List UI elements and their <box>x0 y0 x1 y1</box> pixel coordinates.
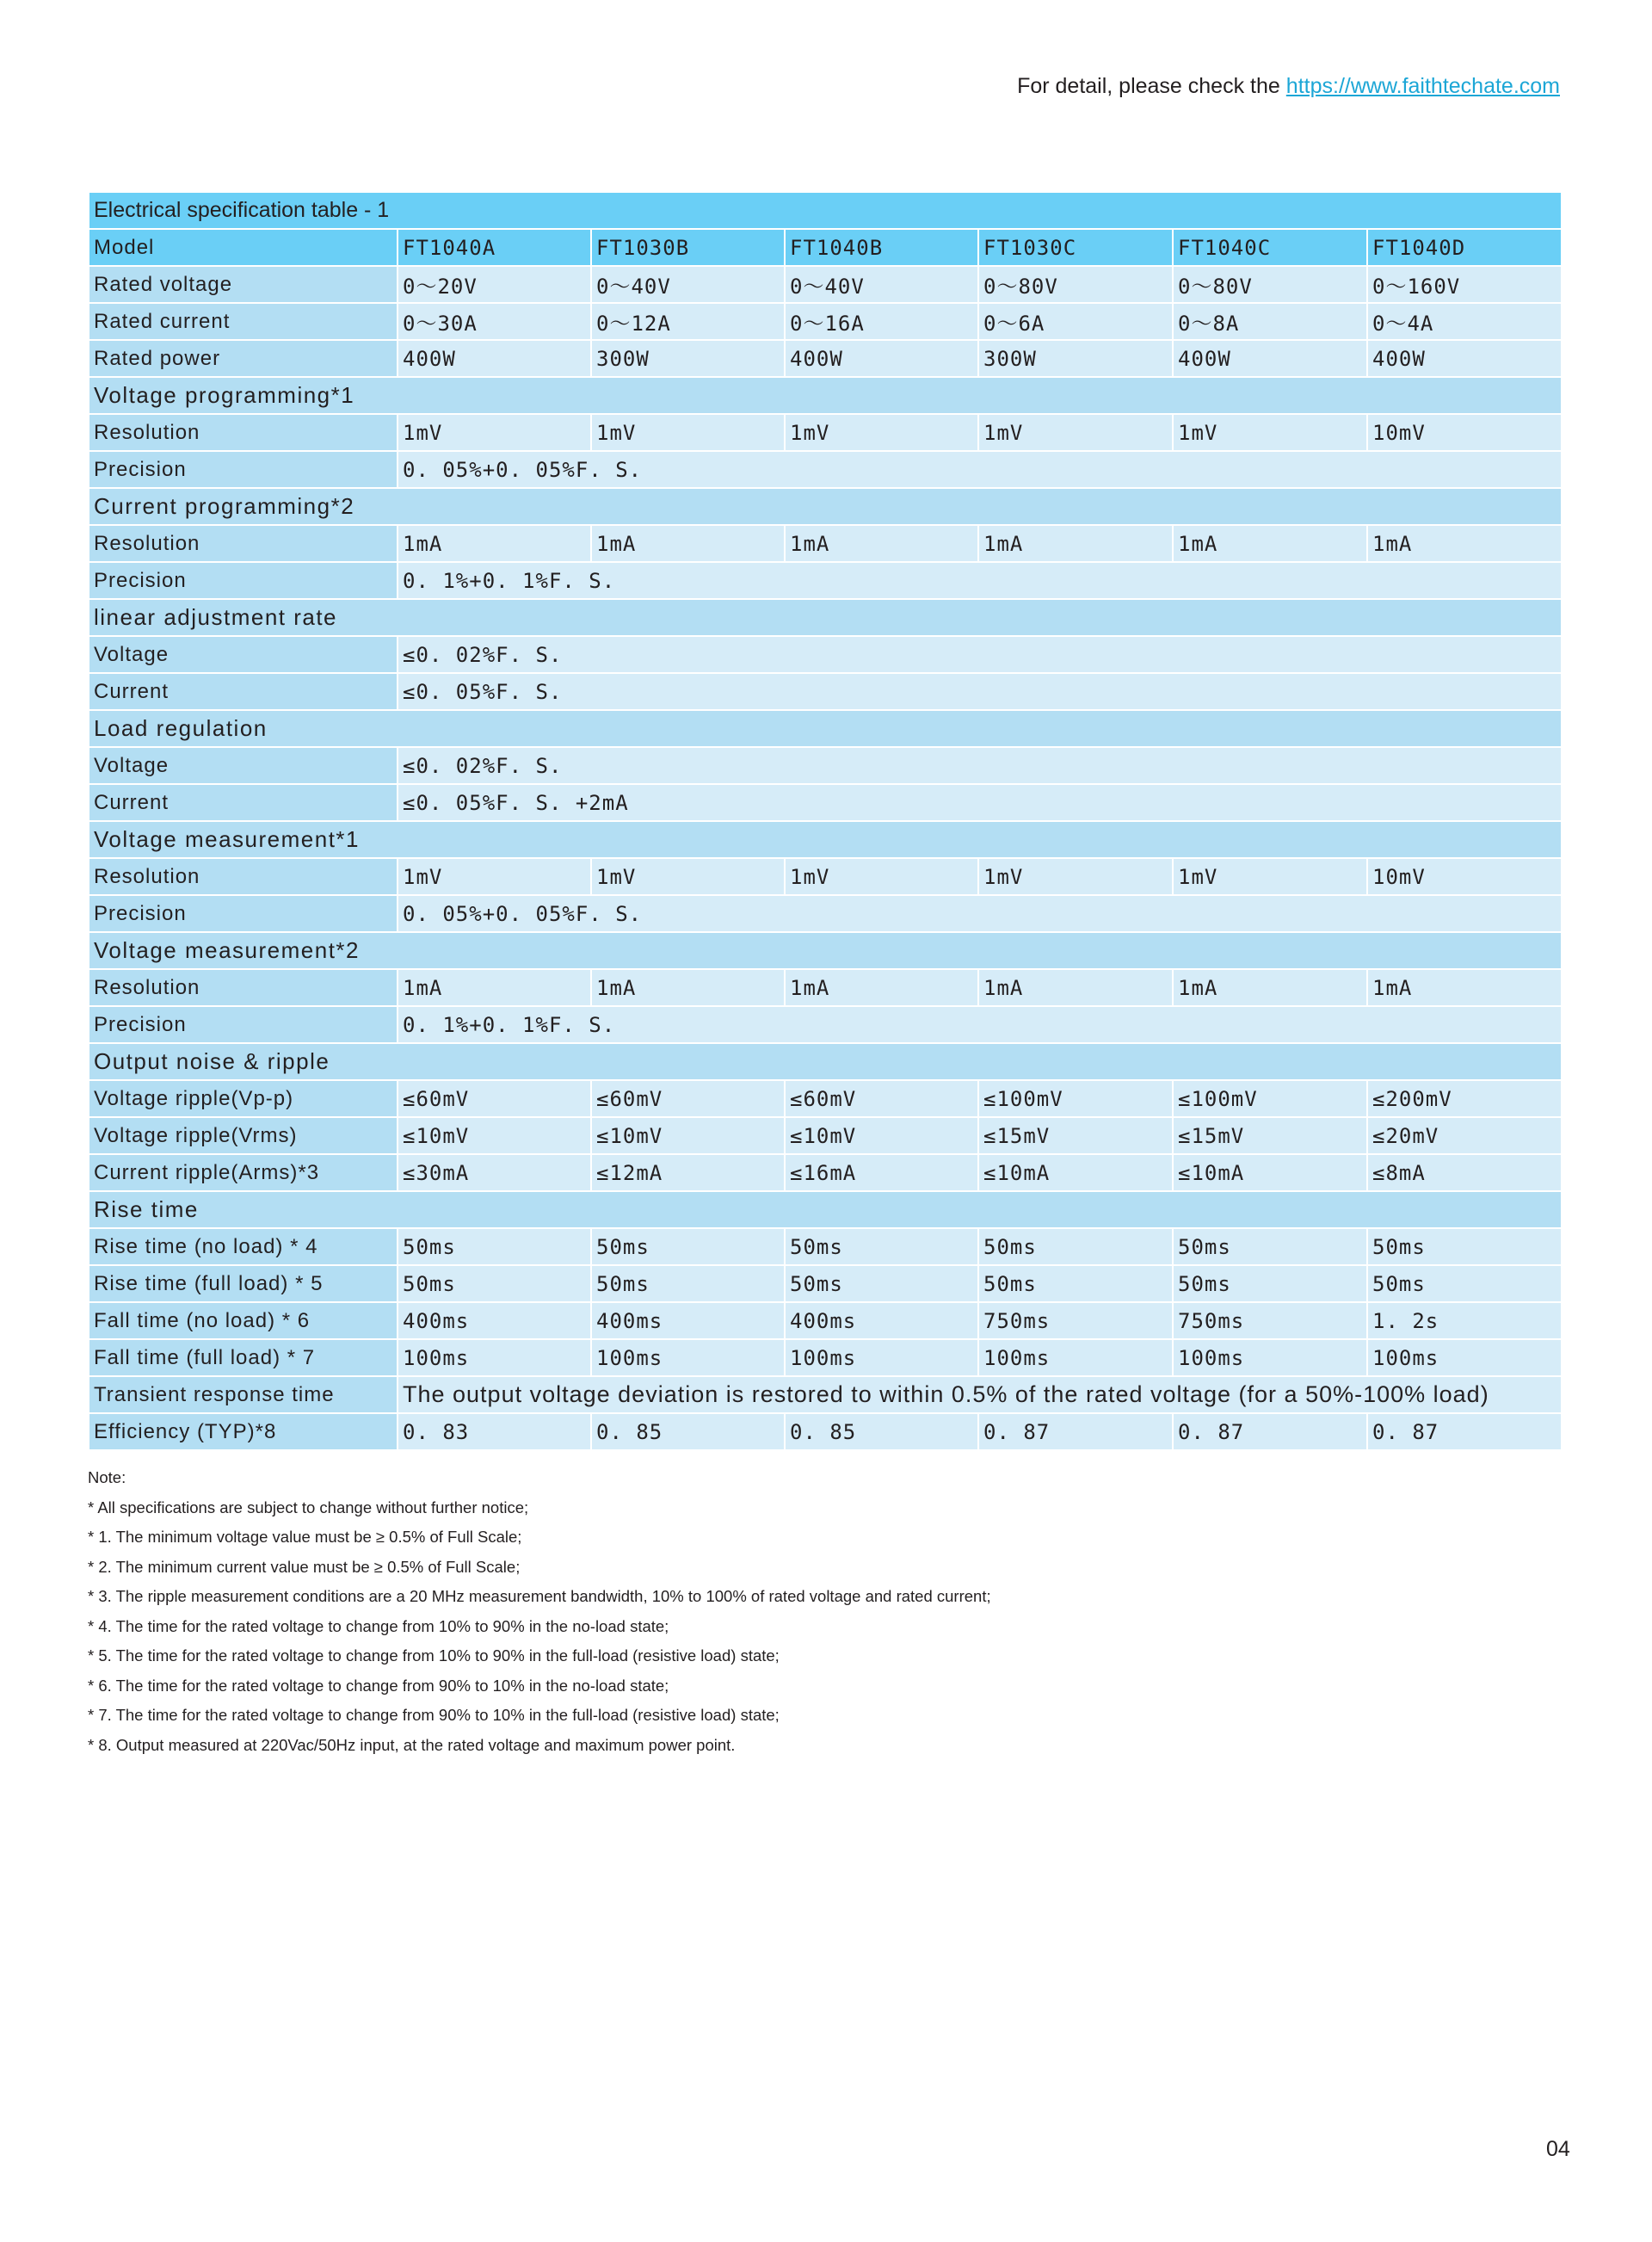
section-label: Voltage programming*1 <box>89 377 1562 414</box>
row-label: Transient response time <box>89 1376 398 1413</box>
website-link[interactable]: https://www.faithtechate.com <box>1285 74 1560 98</box>
row-label: Rise time (full load) * 5 <box>89 1265 398 1302</box>
model-row <box>89 229 1562 266</box>
section-row <box>89 488 1562 525</box>
row-label: Rated voltage <box>89 266 398 303</box>
value-cell: 400W <box>398 340 591 377</box>
table-row <box>89 340 1562 377</box>
value-cell: 0. 1%+0. 1%F. S. <box>398 562 1562 599</box>
note-item: * 5. The time for the rated voltage to change from 10% to 90% in the full-load (resistive load) state; <box>88 1646 780 1665</box>
notes-section <box>88 1463 991 1760</box>
value-cell: 1mA <box>398 969 591 1006</box>
value-cell: ≤15mV <box>1173 1117 1367 1154</box>
value-cell: 100ms <box>1367 1339 1562 1376</box>
value-cell: ≤100mV <box>978 1080 1173 1117</box>
value-cell: ≤60mV <box>785 1080 978 1117</box>
row-label: Resolution <box>89 414 398 451</box>
value-cell: 50ms <box>978 1228 1173 1265</box>
table-row <box>89 414 1562 451</box>
value-cell: ≤10mV <box>591 1117 785 1154</box>
header-text: For detail, please check the <box>1017 74 1280 98</box>
table-row <box>89 1006 1562 1043</box>
table-row <box>89 1228 1562 1265</box>
value-cell: 1mA <box>398 525 591 562</box>
value-cell: ≤8mA <box>1367 1154 1562 1191</box>
value-cell: 10mV <box>1367 858 1562 895</box>
value-cell: ≤60mV <box>398 1080 591 1117</box>
value-cell: ≤12mA <box>591 1154 785 1191</box>
table-row <box>89 1339 1562 1376</box>
model-cell: FT1030C <box>978 229 1173 266</box>
row-label: Efficiency (TYP)*8 <box>89 1413 398 1450</box>
value-cell: 100ms <box>785 1339 978 1376</box>
table-row <box>89 525 1562 562</box>
table-row <box>89 1080 1562 1117</box>
model-cell: FT1030B <box>591 229 785 266</box>
note-item: * All specifications are subject to change without further notice; <box>88 1498 529 1516</box>
section-row <box>89 599 1562 636</box>
table-row <box>89 1154 1562 1191</box>
table-row <box>89 451 1562 488</box>
value-cell: 10mV <box>1367 414 1562 451</box>
value-cell: 0. 05%+0. 05%F. S. <box>398 895 1562 932</box>
table-row <box>89 673 1562 710</box>
value-cell: ≤15mV <box>978 1117 1173 1154</box>
value-cell: 1mV <box>398 414 591 451</box>
value-cell: 1mA <box>978 969 1173 1006</box>
table-row <box>89 1413 1562 1450</box>
row-label: Current ripple(Arms)*3 <box>89 1154 398 1191</box>
model-cell: FT1040B <box>785 229 978 266</box>
value-cell: 400W <box>1367 340 1562 377</box>
value-cell: ≤0. 02%F. S. <box>398 636 1562 673</box>
value-cell: 0～160V <box>1367 266 1562 303</box>
table-row <box>89 266 1562 303</box>
value-cell: 0. 87 <box>978 1413 1173 1450</box>
note-item: * 6. The time for the rated voltage to change from 90% to 10% in the no-load state; <box>88 1676 669 1695</box>
table-row <box>89 784 1562 821</box>
value-cell: 0～20V <box>398 266 591 303</box>
value-cell: 1mA <box>785 969 978 1006</box>
row-label: Resolution <box>89 969 398 1006</box>
row-label: Rated power <box>89 340 398 377</box>
electrical-spec-table <box>88 191 1563 1451</box>
section-label: Load regulation <box>89 710 1562 747</box>
value-cell: 0～16A <box>785 303 978 340</box>
value-cell: 1mA <box>1367 525 1562 562</box>
value-cell: 400W <box>1173 340 1367 377</box>
value-cell: ≤16mA <box>785 1154 978 1191</box>
value-cell: 0～8A <box>1173 303 1367 340</box>
value-cell: ≤200mV <box>1367 1080 1562 1117</box>
value-cell: ≤10mV <box>398 1117 591 1154</box>
value-cell: 1mA <box>591 969 785 1006</box>
value-cell: The output voltage deviation is restored to within 0.5% of the rated voltage (for a 50%-100% load) <box>398 1376 1562 1413</box>
value-cell: 1mV <box>1173 858 1367 895</box>
section-row <box>89 710 1562 747</box>
value-cell: 1mV <box>398 858 591 895</box>
value-cell: 0. 83 <box>398 1413 591 1450</box>
value-cell: 0. 87 <box>1173 1413 1367 1450</box>
value-cell: 0～80V <box>1173 266 1367 303</box>
value-cell: 1mA <box>978 525 1173 562</box>
value-cell: ≤0. 05%F. S. +2mA <box>398 784 1562 821</box>
value-cell: 0～40V <box>785 266 978 303</box>
value-cell: 300W <box>978 340 1173 377</box>
value-cell: 100ms <box>591 1339 785 1376</box>
value-cell: 50ms <box>398 1228 591 1265</box>
table-row <box>89 1376 1562 1413</box>
value-cell: 1mV <box>591 858 785 895</box>
page-number: 04 <box>1546 2137 1570 2161</box>
table-row <box>89 636 1562 673</box>
row-label: Fall time (no load) * 6 <box>89 1302 398 1339</box>
row-label: Current <box>89 784 398 821</box>
table-row <box>89 969 1562 1006</box>
value-cell: 0～12A <box>591 303 785 340</box>
value-cell: 300W <box>591 340 785 377</box>
value-cell: 0～6A <box>978 303 1173 340</box>
note-item: * 4. The time for the rated voltage to change from 10% to 90% in the no-load state; <box>88 1616 669 1635</box>
row-label: Rise time (no load) * 4 <box>89 1228 398 1265</box>
value-cell: 1mA <box>785 525 978 562</box>
section-label: Voltage measurement*2 <box>89 932 1562 969</box>
value-cell: 50ms <box>978 1265 1173 1302</box>
value-cell: ≤60mV <box>591 1080 785 1117</box>
section-row <box>89 1043 1562 1080</box>
row-label: Resolution <box>89 525 398 562</box>
value-cell: ≤10mV <box>785 1117 978 1154</box>
value-cell: 1mV <box>978 858 1173 895</box>
row-label: Voltage <box>89 747 398 784</box>
value-cell: ≤10mA <box>978 1154 1173 1191</box>
section-row <box>89 932 1562 969</box>
table-title-row <box>89 192 1562 229</box>
value-cell: 100ms <box>398 1339 591 1376</box>
table-row <box>89 1265 1562 1302</box>
value-cell: ≤100mV <box>1173 1080 1367 1117</box>
value-cell: 1mA <box>1367 969 1562 1006</box>
value-cell: ≤20mV <box>1367 1117 1562 1154</box>
table-row <box>89 1117 1562 1154</box>
value-cell: 1mV <box>978 414 1173 451</box>
row-label: Voltage ripple(Vp-p) <box>89 1080 398 1117</box>
value-cell: 400ms <box>591 1302 785 1339</box>
model-cell: FT1040D <box>1367 229 1562 266</box>
row-label: Precision <box>89 451 398 488</box>
value-cell: 100ms <box>1173 1339 1367 1376</box>
row-label: Rated current <box>89 303 398 340</box>
note-item: * 8. Output measured at 220Vac/50Hz input, at the rated voltage and maximum power point. <box>88 1735 736 1754</box>
model-cell: FT1040A <box>398 229 591 266</box>
table-title: Electrical specification table - 1 <box>89 192 1562 229</box>
value-cell: 50ms <box>591 1228 785 1265</box>
table-row <box>89 747 1562 784</box>
value-cell: 400ms <box>785 1302 978 1339</box>
value-cell: 400ms <box>398 1302 591 1339</box>
value-cell: 0～40V <box>591 266 785 303</box>
value-cell: 50ms <box>1173 1265 1367 1302</box>
value-cell: 1mA <box>591 525 785 562</box>
value-cell: 50ms <box>1367 1265 1562 1302</box>
value-cell: 1mV <box>591 414 785 451</box>
row-label: Voltage <box>89 636 398 673</box>
notes-heading: Note: <box>88 1468 126 1486</box>
value-cell: 50ms <box>1367 1228 1562 1265</box>
table-row <box>89 858 1562 895</box>
value-cell: 50ms <box>785 1265 978 1302</box>
header-detail-line <box>1017 74 1560 99</box>
value-cell: 0. 85 <box>591 1413 785 1450</box>
value-cell: 0～4A <box>1367 303 1562 340</box>
value-cell: 0. 05%+0. 05%F. S. <box>398 451 1562 488</box>
section-label: linear adjustment rate <box>89 599 1562 636</box>
value-cell: 50ms <box>1173 1228 1367 1265</box>
row-label: Current <box>89 673 398 710</box>
value-cell: 50ms <box>398 1265 591 1302</box>
table-row <box>89 562 1562 599</box>
table-row <box>89 303 1562 340</box>
value-cell: ≤30mA <box>398 1154 591 1191</box>
value-cell: 1mV <box>785 414 978 451</box>
row-label: Precision <box>89 1006 398 1043</box>
row-label: Precision <box>89 562 398 599</box>
section-label: Current programming*2 <box>89 488 1562 525</box>
value-cell: ≤0. 02%F. S. <box>398 747 1562 784</box>
note-item: * 3. The ripple measurement conditions are a 20 MHz measurement bandwidth, 10% to 100% of rated voltage and rated current; <box>88 1587 991 1605</box>
note-item: * 7. The time for the rated voltage to change from 90% to 10% in the full-load (resistive load) state; <box>88 1706 780 1724</box>
row-label: Precision <box>89 895 398 932</box>
value-cell: 750ms <box>978 1302 1173 1339</box>
value-cell: 0～30A <box>398 303 591 340</box>
value-cell: 50ms <box>591 1265 785 1302</box>
value-cell: 1mA <box>1173 525 1367 562</box>
section-row <box>89 1191 1562 1228</box>
model-cell: FT1040C <box>1173 229 1367 266</box>
section-row <box>89 821 1562 858</box>
value-cell: ≤0. 05%F. S. <box>398 673 1562 710</box>
table-row <box>89 1302 1562 1339</box>
value-cell: 0. 1%+0. 1%F. S. <box>398 1006 1562 1043</box>
row-label: Voltage ripple(Vrms) <box>89 1117 398 1154</box>
value-cell: 0. 87 <box>1367 1413 1562 1450</box>
row-label: Fall time (full load) * 7 <box>89 1339 398 1376</box>
value-cell: 400W <box>785 340 978 377</box>
note-item: * 2. The minimum current value must be ≥ 0.5% of Full Scale; <box>88 1557 521 1576</box>
value-cell: ≤10mA <box>1173 1154 1367 1191</box>
table-row <box>89 895 1562 932</box>
value-cell: 750ms <box>1173 1302 1367 1339</box>
value-cell: 100ms <box>978 1339 1173 1376</box>
section-label: Output noise & ripple <box>89 1043 1562 1080</box>
value-cell: 50ms <box>785 1228 978 1265</box>
value-cell: 1mA <box>1173 969 1367 1006</box>
value-cell: 1mV <box>1173 414 1367 451</box>
value-cell: 0. 85 <box>785 1413 978 1450</box>
model-label: Model <box>89 229 398 266</box>
value-cell: 1. 2s <box>1367 1302 1562 1339</box>
section-row <box>89 377 1562 414</box>
note-item: * 1. The minimum voltage value must be ≥ 0.5% of Full Scale; <box>88 1528 522 1546</box>
value-cell: 0～80V <box>978 266 1173 303</box>
value-cell: 1mV <box>785 858 978 895</box>
row-label: Resolution <box>89 858 398 895</box>
section-label: Rise time <box>89 1191 1562 1228</box>
section-label: Voltage measurement*1 <box>89 821 1562 858</box>
